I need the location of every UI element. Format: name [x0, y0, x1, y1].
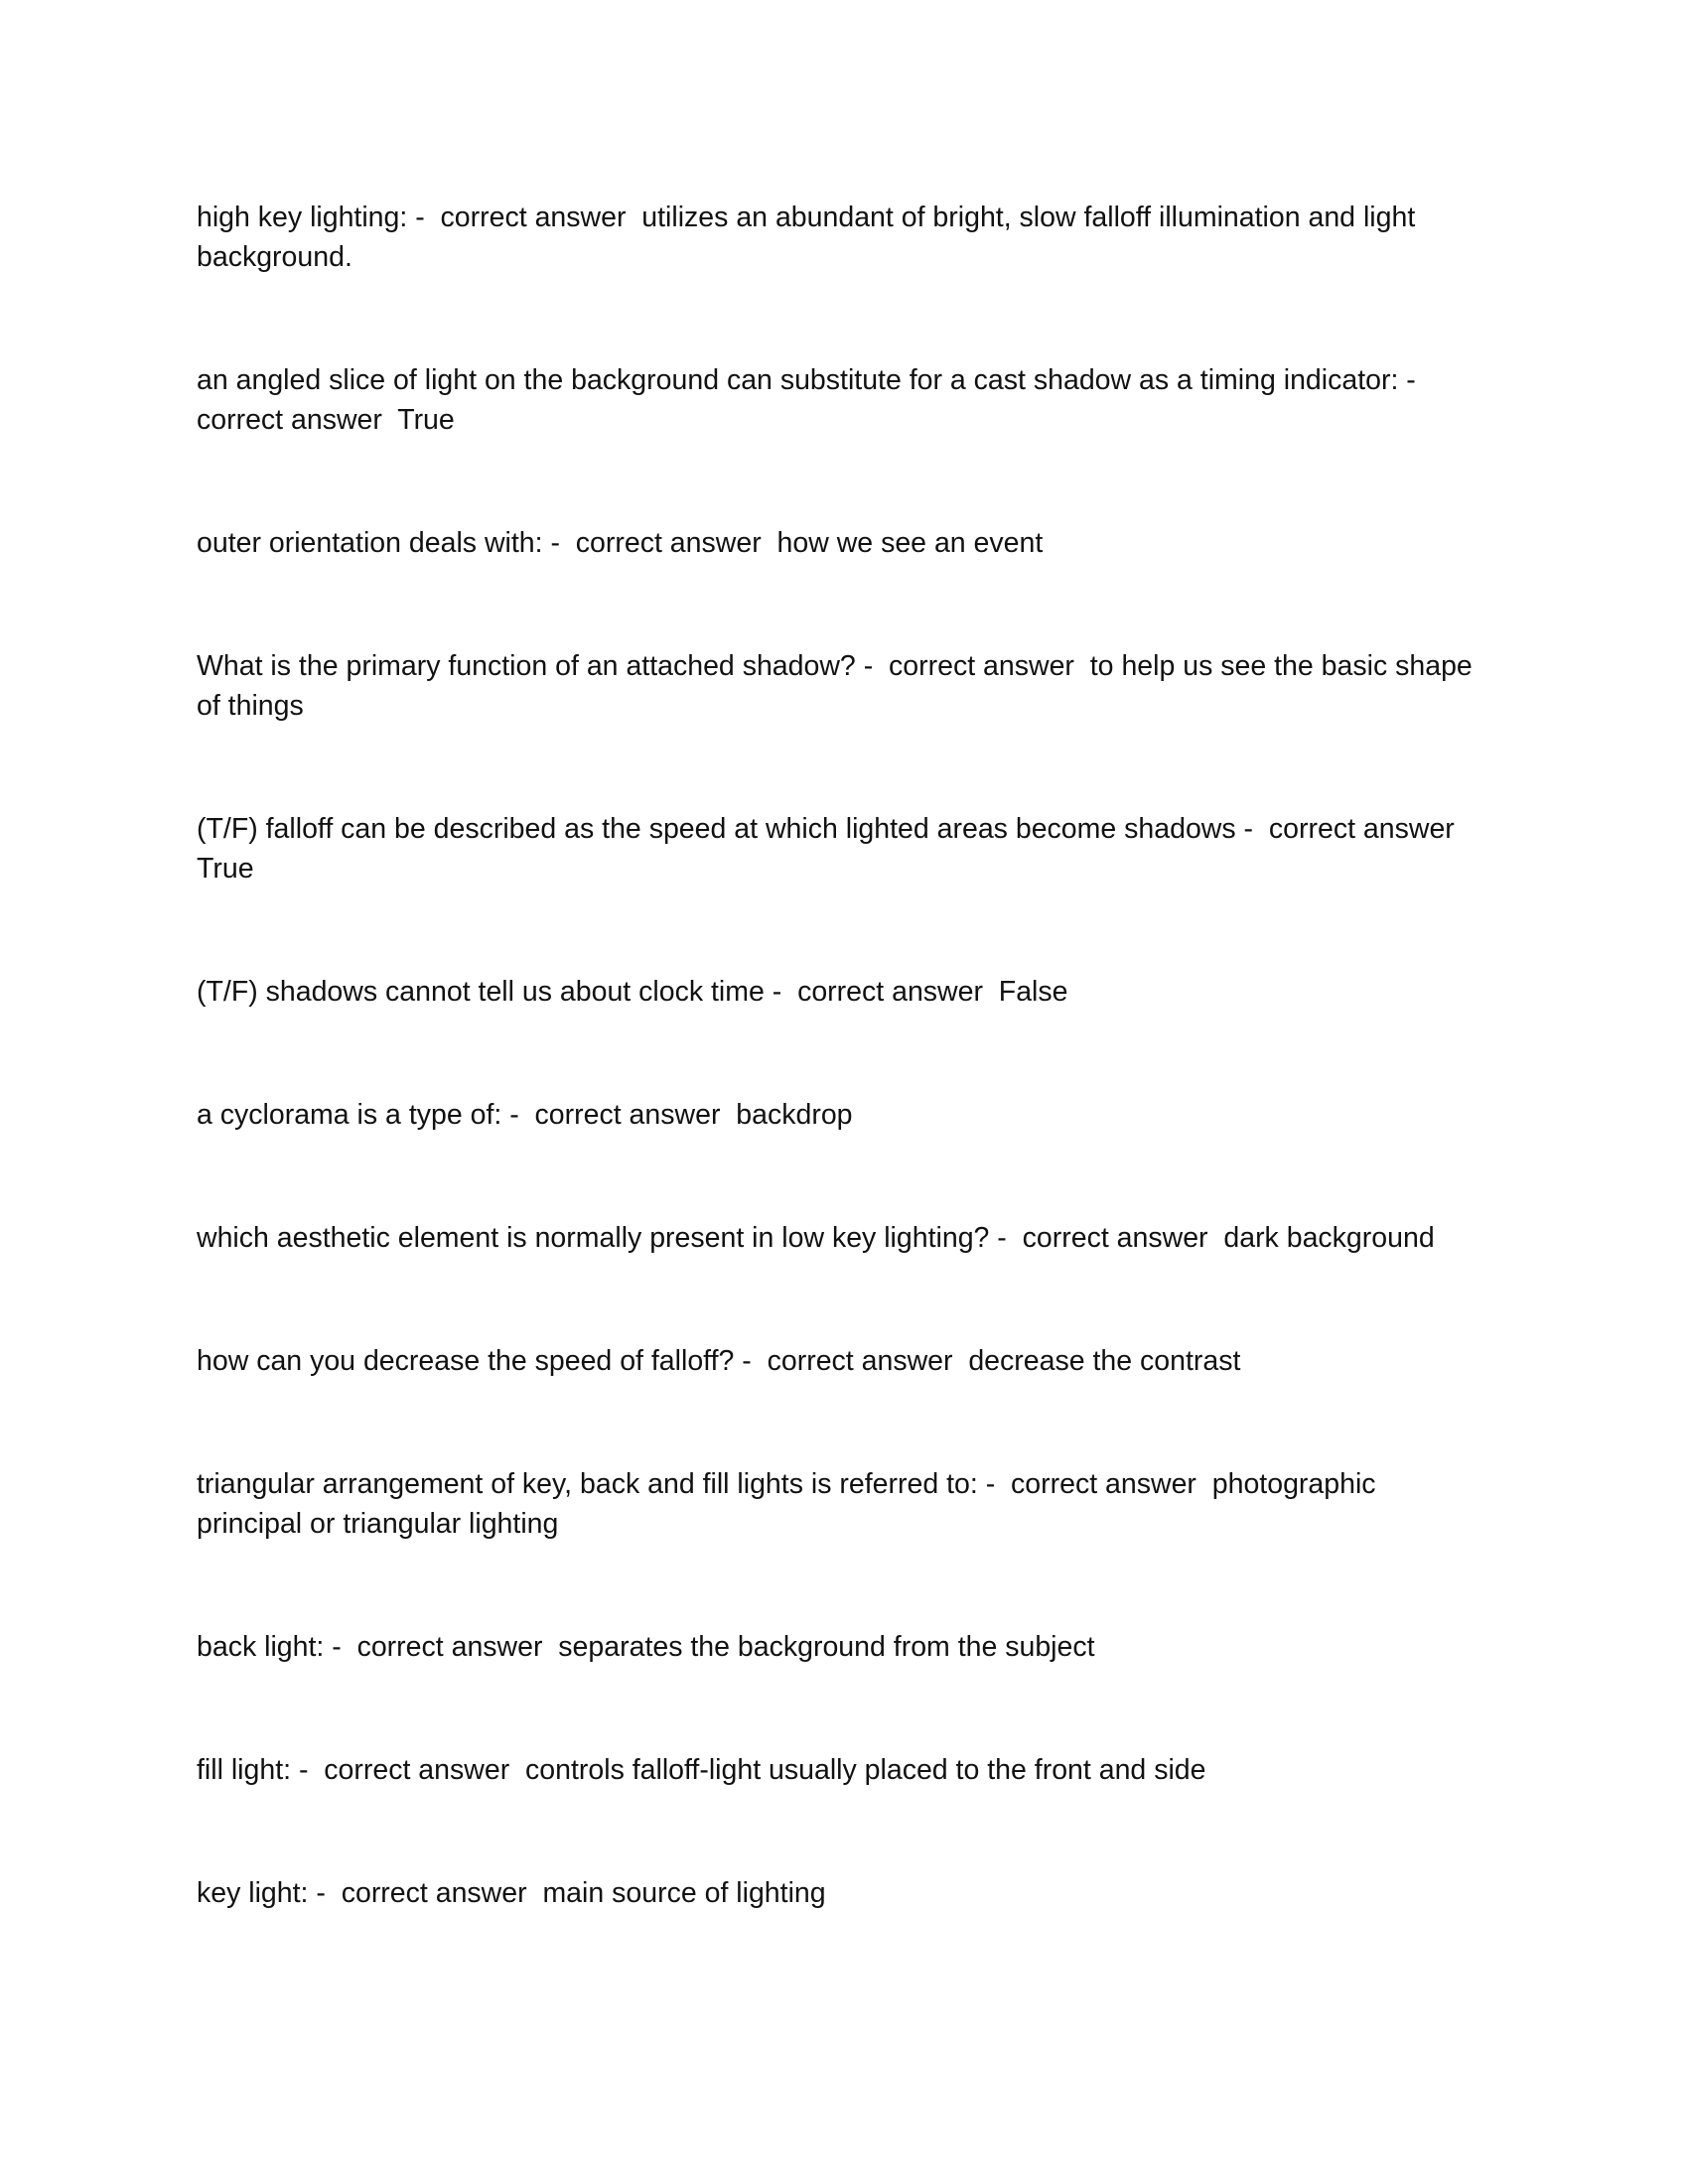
answer-text: correct answer controls falloff-light usually placed to the front and side: [316, 1754, 1206, 1786]
answer-text: correct answer dark background: [1014, 1222, 1435, 1254]
qa-item-triangular-arrangement: [197, 1464, 1487, 1544]
qa-item-cyclorama: [197, 1095, 1487, 1135]
qa-item-key-light: [197, 1873, 1487, 1913]
answer-text: correct answer True: [197, 404, 455, 436]
question-text: triangular arrangement of key, back and fill lights is referred to: -: [197, 1468, 1004, 1500]
qa-item-outer-orientation: [197, 523, 1487, 563]
question-text: (T/F) shadows cannot tell us about clock time -: [197, 976, 790, 1008]
qa-item-high-key-lighting: [197, 198, 1487, 277]
answer-text: correct answer utilizes an abundant of bright, slow falloff illumination and light background.: [197, 202, 1424, 273]
qa-item-low-key-lighting: [197, 1218, 1487, 1258]
answer-text: correct answer backdrop: [526, 1099, 853, 1131]
answer-text: correct answer False: [789, 976, 1068, 1008]
question-text: What is the primary function of an attached shadow? -: [197, 650, 882, 682]
question-text: (T/F) falloff can be described as the speed at which lighted areas become shadows -: [197, 813, 1261, 845]
question-text: how can you decrease the speed of falloff? -: [197, 1345, 760, 1377]
qa-item-clock-time: [197, 972, 1487, 1012]
answer-text: correct answer True: [197, 813, 1463, 885]
answer-text: correct answer decrease the contrast: [759, 1345, 1241, 1377]
qa-item-angled-slice: [197, 360, 1487, 440]
answer-text: correct answer how we see an event: [567, 527, 1044, 559]
answer-text: correct answer photographic principal or triangular lighting: [197, 1468, 1384, 1540]
question-text: an angled slice of light on the background can substitute for a cast shadow as a timing indicator: -: [197, 364, 1424, 396]
qa-item-attached-shadow: [197, 646, 1487, 726]
qa-item-decrease-falloff: [197, 1341, 1487, 1381]
answer-text: correct answer to help us see the basic shape of things: [197, 650, 1480, 722]
question-text: high key lighting: -: [197, 202, 433, 233]
question-text: fill light: -: [197, 1754, 317, 1786]
qa-item-falloff-speed: [197, 809, 1487, 888]
question-text: outer orientation deals with: -: [197, 527, 568, 559]
qa-item-fill-light: [197, 1750, 1487, 1790]
answer-text: correct answer main source of lighting: [333, 1877, 826, 1909]
qa-item-back-light: [197, 1627, 1487, 1667]
question-text: a cyclorama is a type of: -: [197, 1099, 527, 1131]
question-text: which aesthetic element is normally present in low key lighting? -: [197, 1222, 1015, 1254]
question-text: key light: -: [197, 1877, 334, 1909]
question-text: back light: -: [197, 1631, 350, 1663]
answer-text: correct answer separates the background from the subject: [349, 1631, 1095, 1663]
